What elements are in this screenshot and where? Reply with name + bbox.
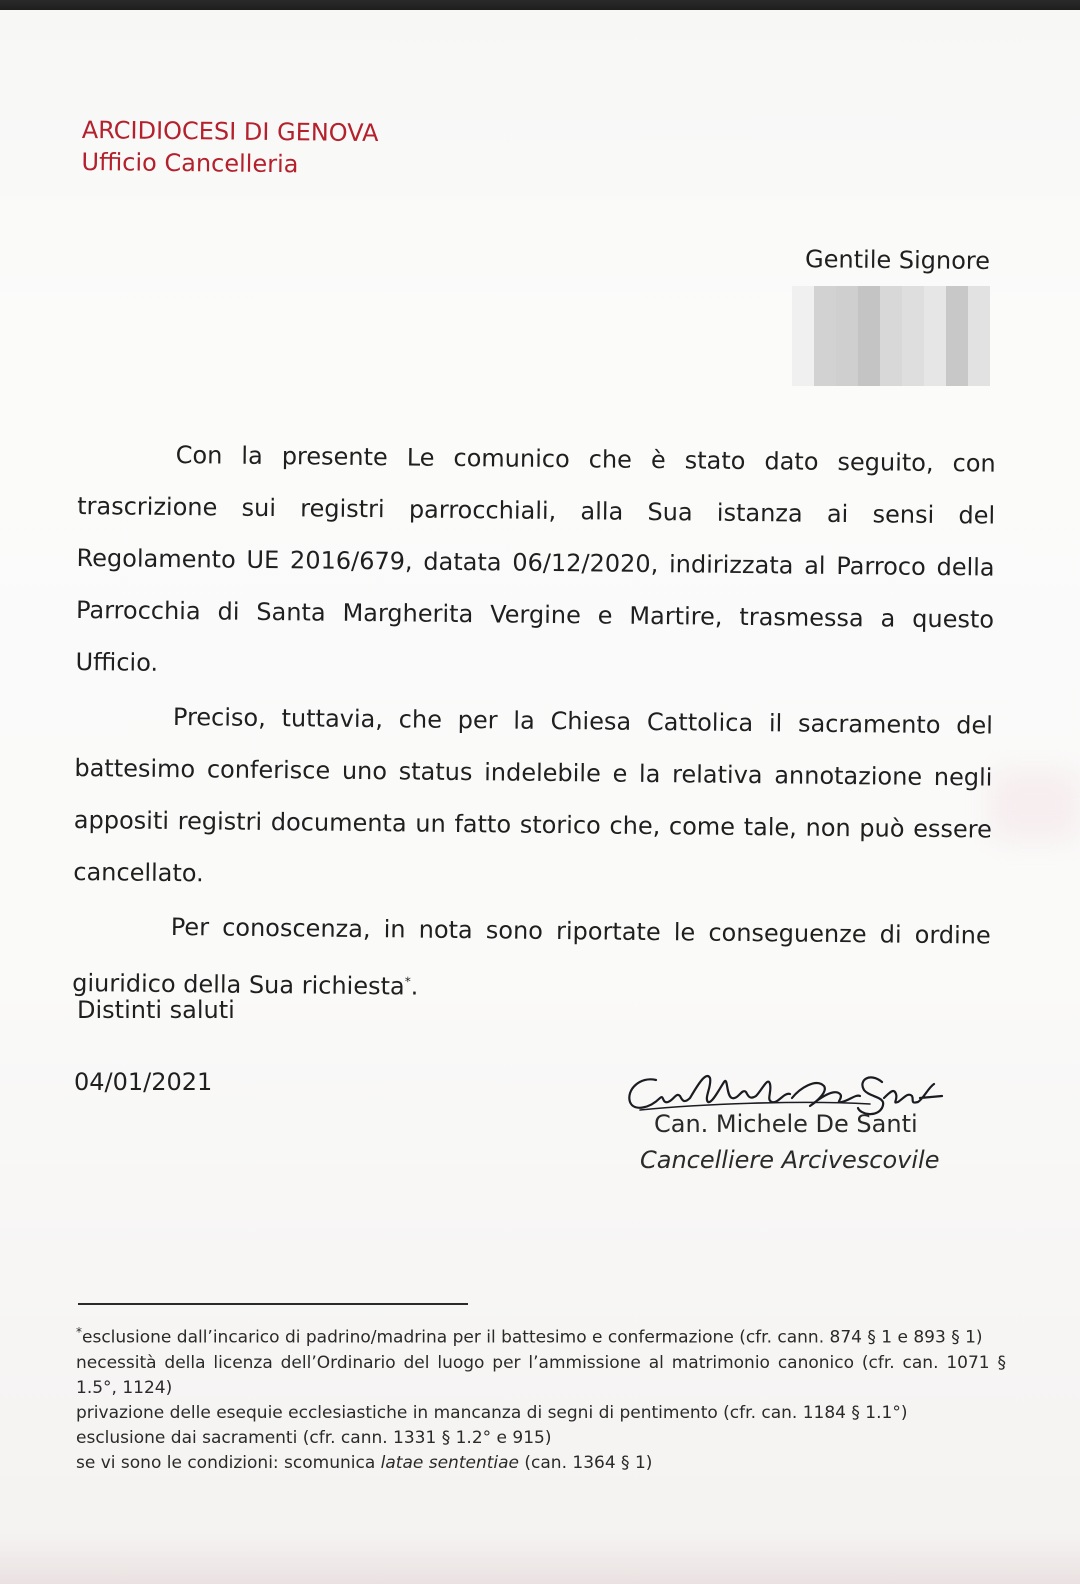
footnote-line-5-latin: latae sententiae (380, 1452, 519, 1473)
body-paragraph-1: Con la presente Le comunico che è stato dato seguito, con trascrizione sui registri parrocchiali, alla Sua istanza ai sensi del Regolamento UE 2016/679, datata 06/12/2020, indirizzata al Parroco della Parrocchia di Santa Margherita Vergine e Martire, trasmessa a questo Ufficio. (75, 441, 996, 677)
footnote-line-1-text: esclusione dall’incarico di padrino/madrina per il battesimo e confermazione (cfr. cann. 874 § 1 e 893 § 1) (82, 1327, 983, 1348)
signer-title: Cancelliere Arcivescovile (640, 1146, 940, 1174)
letterhead (81, 114, 378, 181)
body-paragraph-3-text: Per conoscenza, in nota sono riportate le conseguenze di ordine giuridico della Sua richiesta (72, 912, 991, 1001)
redaction-pixel (902, 286, 924, 306)
redaction-pixel (902, 346, 924, 366)
footnote-line-5 (76, 1451, 1006, 1476)
footnote-mark: * (76, 1325, 82, 1339)
redaction-pixel (902, 306, 924, 326)
footnotes (76, 1320, 1006, 1476)
footnote-line-4: esclusione dai sacramenti (cfr. cann. 1331 § 1.2° e 915) (76, 1427, 552, 1448)
redaction-pixel (858, 286, 880, 306)
footnote-reference-mark: * (404, 974, 411, 989)
redaction-pixel (858, 326, 880, 346)
redaction-pixel (814, 366, 836, 386)
redaction-pixel (924, 306, 946, 326)
redaction-pixel (902, 366, 924, 386)
redaction-pixel (836, 346, 858, 366)
redaction-pixel (946, 346, 968, 366)
letter-body (72, 428, 996, 1019)
redaction-pixel (968, 326, 990, 346)
letter-page (0, 10, 1080, 1584)
redaction-pixel (946, 286, 968, 306)
redaction-pixel (858, 346, 880, 366)
letterhead-archdiocese: ARCIDIOCESI DI GENOVA (81, 115, 379, 148)
footnote-line-2: necessità della licenza dell’Ordinario del luogo per l’ammissione al matrimonio canonico (cfr. can. 1071 § 1.5°, 1124) (76, 1352, 1006, 1398)
redaction-pixel (946, 306, 968, 326)
redaction-pixel (836, 366, 858, 386)
redaction-pixel (968, 306, 990, 326)
redaction-pixel (792, 306, 814, 326)
body-paragraph-3-end: . (410, 972, 419, 1001)
redaction-pixel (880, 366, 902, 386)
redaction-pixel (880, 346, 902, 366)
footnote-line-1 (76, 1320, 1006, 1351)
redaction-pixel (902, 326, 924, 346)
redaction-pixel (924, 286, 946, 306)
redaction-pixel (814, 286, 836, 306)
redaction-pixel (880, 306, 902, 326)
redacted-recipient-name (792, 286, 990, 386)
redaction-pixel (968, 346, 990, 366)
footnote-separator (78, 1303, 468, 1305)
body-paragraph-2: Preciso, tuttavia, che per la Chiesa Cattolica il sacramento del battesimo conferisce uno status indelebile e la relativa annotazione negli appositi registri documenta un fatto storico che, come tale, non può essere cancellato. (73, 703, 994, 888)
signer-name: Can. Michele De Santi (654, 1110, 918, 1138)
redaction-pixel (836, 286, 858, 306)
redaction-pixel (946, 326, 968, 346)
recipient-block (790, 246, 990, 274)
footnote-line-3: privazione delle esequie ecclesiastiche in mancanza di segni di pentimento (cfr. can. 1184 § 1.1°) (76, 1402, 908, 1423)
redaction-pixel (880, 286, 902, 306)
footnote-line-5-pre: se vi sono le condizioni: scomunica (76, 1452, 381, 1473)
redaction-pixel (814, 326, 836, 346)
closing-salutation: Distinti saluti (77, 996, 235, 1024)
redaction-pixel (836, 306, 858, 326)
redaction-pixel (968, 286, 990, 306)
redaction-pixel (968, 366, 990, 386)
redaction-pixel (858, 366, 880, 386)
redaction-pixel (858, 306, 880, 326)
redaction-pixel (792, 366, 814, 386)
letterhead-office: Ufficio Cancelleria (81, 147, 299, 179)
redaction-pixel (814, 306, 836, 326)
redaction-pixel (836, 326, 858, 346)
redaction-pixel (924, 326, 946, 346)
redaction-pixel (814, 346, 836, 366)
redaction-pixel (946, 366, 968, 386)
redaction-pixel (880, 326, 902, 346)
redaction-pixel (792, 346, 814, 366)
redaction-pixel (792, 326, 814, 346)
redaction-pixel (924, 346, 946, 366)
redaction-pixel (924, 366, 946, 386)
letter-date: 04/01/2021 (74, 1068, 213, 1096)
redaction-pixel (792, 286, 814, 306)
footnote-line-5-post: (can. 1364 § 1) (519, 1452, 653, 1473)
recipient-salutation: Gentile Signore (804, 245, 991, 276)
